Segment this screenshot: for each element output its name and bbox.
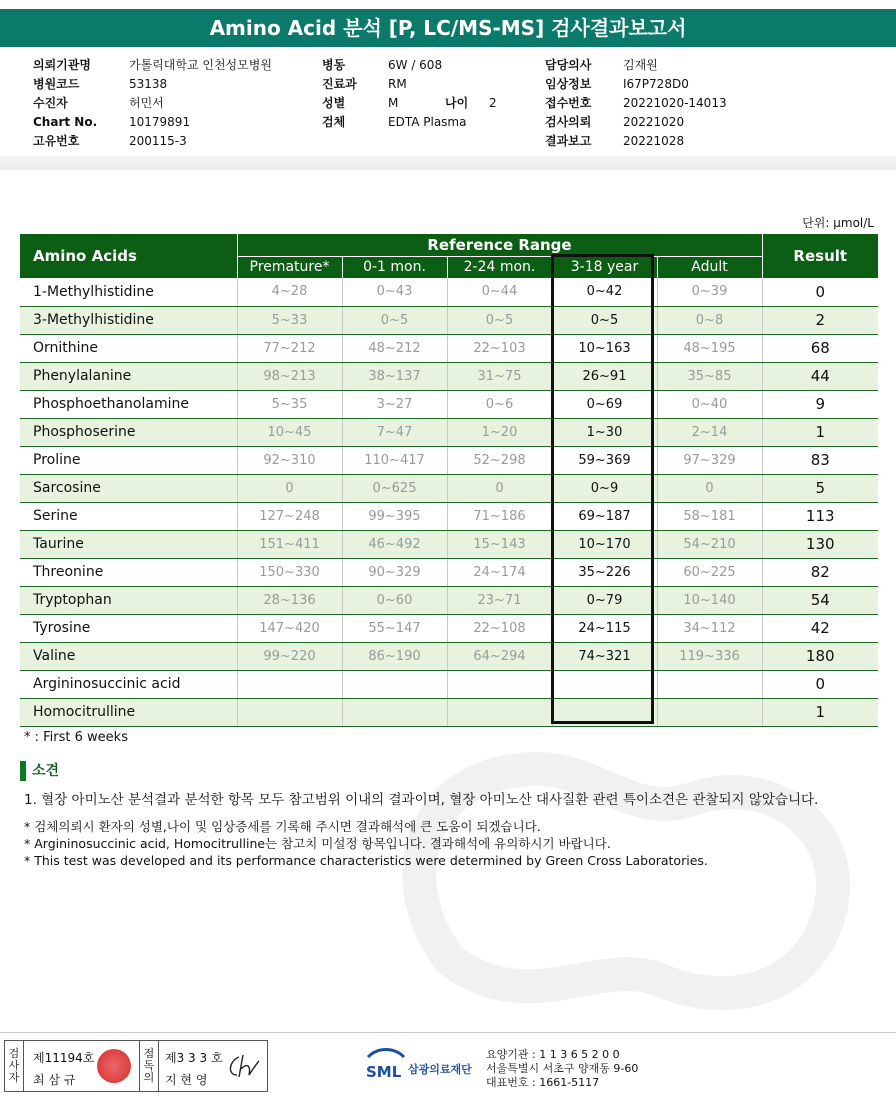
info-key: Chart No. [33,115,98,129]
info-value: 200115-3 [129,134,187,148]
table-row [20,698,878,726]
info-column-2 [322,56,497,132]
table-row [20,306,878,334]
reference-range-cell: 150~330 [237,558,342,586]
table-row [20,278,878,306]
reference-range-cell: 77~212 [237,334,342,362]
info-key: 고유번호 [33,134,80,148]
table-row [20,418,878,446]
reference-range-cell: 0~625 [342,474,447,502]
result-value: 0 [762,278,878,306]
result-value: 68 [762,334,878,362]
reference-range-cell: 10~163 [552,334,657,362]
reference-range-cell: 97~329 [657,446,762,474]
reference-range-cell [552,698,657,726]
reference-range-cell: 5~35 [237,390,342,418]
info-value: M [388,96,399,110]
amino-acid-name: Phenylalanine [20,362,237,390]
result-value: 1 [762,418,878,446]
info-column-1 [33,56,272,151]
org-phone: 대표번호 : 1661-5117 [486,1076,600,1089]
info-row [322,56,497,75]
result-value: 0 [762,670,878,698]
header-separator [0,156,896,170]
info-row [545,56,727,75]
notes [24,818,708,869]
header-reference-range: Reference Range [237,234,762,256]
amino-acid-name: Taurine [20,530,237,558]
reference-range-cell: 10~140 [657,586,762,614]
info-row [545,75,727,94]
table-body [20,278,878,726]
reference-range-cell: 119~336 [657,642,762,670]
reviewer-label-text: 점독의 [143,1047,155,1084]
org-code: 요양기관 : 1 1 3 6 5 2 0 0 [486,1048,620,1061]
info-value: 20221020-14013 [623,96,727,110]
amino-acid-name: Tyrosine [20,614,237,642]
table-row [20,502,878,530]
reference-range-cell: 110~417 [342,446,447,474]
tester-label-text: 검사자 [8,1047,20,1084]
reference-range-cell: 10~170 [552,530,657,558]
info-key: 병원코드 [33,77,80,91]
info-value: 20221028 [623,134,685,148]
note-line: * Argininosuccinic acid, Homocitrulline는 참고치 미설정 항목입니다. 결과해석에 유의하시기 바랍니다. [24,836,611,851]
reference-range-cell: 92~310 [237,446,342,474]
header-premature: Premature* [237,256,342,278]
reference-range-cell: 4~28 [237,278,342,306]
info-key: 검체 [322,115,346,129]
seal-stamp-icon [97,1049,131,1083]
reference-range-cell: 0~5 [447,306,552,334]
reference-range-cell: 22~103 [447,334,552,362]
section-marker [20,761,26,781]
info-row [545,132,727,151]
info-key: 담당의사 [545,58,592,72]
report-title: Amino Acid 분석 [P, LC/MS-MS] 검사결과보고서 [0,9,896,47]
amino-acid-name: Ornithine [20,334,237,362]
info-value: I67P728D0 [623,77,689,91]
info-value: 6W / 608 [388,58,443,72]
amino-acid-name: Sarcosine [20,474,237,502]
table-row [20,474,878,502]
handwritten-signature-icon [225,1051,261,1081]
amino-acid-name: Tryptophan [20,586,237,614]
info-value: 김재원 [623,58,658,72]
reference-range-cell: 23~71 [447,586,552,614]
amino-acid-name: 1-Methylhistidine [20,278,237,306]
info-row [545,94,727,113]
reference-range-cell: 0~44 [447,278,552,306]
org-name: 삼광의료재단 [408,1063,472,1076]
info-value: RM [388,77,407,91]
info-value: 가톨릭대학교 인천성모병원 [129,58,272,72]
result-value: 5 [762,474,878,502]
amino-acid-name: Homocitrulline [20,698,237,726]
footnote: * : First 6 weeks [24,730,128,745]
info-row [322,75,497,94]
amino-acid-name: 3-Methylhistidine [20,306,237,334]
reference-range-cell: 0~8 [657,306,762,334]
table-row [20,558,878,586]
reference-range-cell: 151~411 [237,530,342,558]
reference-range-cell: 0~42 [552,278,657,306]
reference-range-cell: 54~210 [657,530,762,558]
amino-acid-name: Proline [20,446,237,474]
table-row [20,334,878,362]
table-row [20,390,878,418]
note-line: * This test was developed and its performance characteristics were determined by Green Cross Laboratories. [24,853,708,868]
reference-range-cell: 48~212 [342,334,447,362]
reference-range-cell: 0~5 [552,306,657,334]
reference-range-cell: 35~85 [657,362,762,390]
reference-range-cell: 5~33 [237,306,342,334]
reference-range-cell: 34~112 [657,614,762,642]
age-value: 2 [489,96,497,110]
signature-box [4,1040,268,1092]
info-key: 진료과 [322,77,357,91]
info-row [33,94,272,113]
info-value: 20221020 [623,115,685,129]
amino-acid-table [20,234,878,727]
reference-range-cell: 127~248 [237,502,342,530]
reference-range-cell [447,698,552,726]
result-value: 82 [762,558,878,586]
result-value: 42 [762,614,878,642]
reference-range-cell: 0~5 [342,306,447,334]
reference-range-cell [342,698,447,726]
reference-range-cell: 0 [237,474,342,502]
reference-range-cell: 3~27 [342,390,447,418]
amino-acid-name: Argininosuccinic acid [20,670,237,698]
info-row [33,56,272,75]
reference-range-cell: 0~60 [342,586,447,614]
amino-acid-name: Valine [20,642,237,670]
reference-range-cell: 64~294 [447,642,552,670]
header-0-1-mon: 0-1 mon. [342,256,447,278]
reference-range-cell: 46~492 [342,530,447,558]
reference-range-cell [447,670,552,698]
table-row [20,670,878,698]
info-key: 접수번호 [545,96,592,110]
info-value: 허민서 [129,96,164,110]
reference-range-cell: 1~20 [447,418,552,446]
info-row [322,94,497,113]
reference-range-cell: 0~40 [657,390,762,418]
tester-license: 제11194호 [33,1051,95,1065]
reference-range-cell: 0~9 [552,474,657,502]
result-value: 113 [762,502,878,530]
reference-range-cell: 98~213 [237,362,342,390]
reference-range-cell: 2~14 [657,418,762,446]
info-key: 결과보고 [545,134,592,148]
reference-range-cell: 28~136 [237,586,342,614]
reference-range-cell: 86~190 [342,642,447,670]
result-value: 83 [762,446,878,474]
reference-range-cell: 90~329 [342,558,447,586]
reference-range-cell: 10~45 [237,418,342,446]
amino-acid-name: Phosphoserine [20,418,237,446]
reference-range-cell: 26~91 [552,362,657,390]
reference-range-cell: 0~39 [657,278,762,306]
info-key: 검사의뢰 [545,115,592,129]
result-value: 1 [762,698,878,726]
info-row [33,75,272,94]
reviewer-name: 지 현 영 [165,1073,208,1087]
tester-label [5,1041,24,1091]
header-result: Result [762,234,878,278]
amino-acid-name: Serine [20,502,237,530]
reference-range-cell: 35~226 [552,558,657,586]
result-value: 44 [762,362,878,390]
org-address-block [486,1048,638,1090]
reference-range-cell: 22~108 [447,614,552,642]
reference-range-cell: 0~6 [447,390,552,418]
result-value: 130 [762,530,878,558]
reference-range-cell [342,670,447,698]
reference-range-cell: 58~181 [657,502,762,530]
reference-range-cell [552,670,657,698]
logo-text: SML [366,1063,402,1081]
result-value: 54 [762,586,878,614]
unit-label: 단위: µmol/L [802,216,874,230]
footer-divider [0,1032,896,1033]
reference-range-cell: 24~115 [552,614,657,642]
section-title-text: 소견 [32,763,60,779]
reference-range-cell: 147~420 [237,614,342,642]
reference-range-cell [657,670,762,698]
reference-range-cell: 74~321 [552,642,657,670]
info-column-3 [545,56,727,151]
section-findings-title [20,761,59,781]
table-row [20,614,878,642]
reference-range-cell: 15~143 [447,530,552,558]
reference-range-cell: 59~369 [552,446,657,474]
reviewer-license: 제3 3 3 호 [165,1051,223,1065]
reference-range-cell: 24~174 [447,558,552,586]
reference-range-cell: 99~395 [342,502,447,530]
reference-range-cell: 60~225 [657,558,762,586]
header-amino-acids: Amino Acids [20,234,237,278]
reference-range-cell: 71~186 [447,502,552,530]
table-row [20,446,878,474]
finding-text: 1. 혈장 아미노산 분석결과 분석한 항목 모두 참고범위 이내의 결과이며, 혈장 아미노산 대사질환 관련 특이소견은 관찰되지 않았습니다. [24,792,819,808]
reference-range-cell: 0 [447,474,552,502]
info-value: 53138 [129,77,168,91]
reference-range-cell: 0~69 [552,390,657,418]
reference-range-cell: 99~220 [237,642,342,670]
reference-range-cell: 48~195 [657,334,762,362]
sml-logo-icon [364,1047,408,1081]
amino-acid-name: Threonine [20,558,237,586]
reference-range-cell: 38~137 [342,362,447,390]
info-key: 임상정보 [545,77,592,91]
result-value: 2 [762,306,878,334]
tester-name: 최 삼 규 [33,1073,76,1087]
org-address: 서울특별시 서초구 양재동 9-60 [486,1062,639,1075]
table-row [20,586,878,614]
info-row [33,132,272,151]
reference-range-cell: 1~30 [552,418,657,446]
info-key: 성별 [322,96,346,110]
reference-range-cell: 0~79 [552,586,657,614]
reference-range-cell [237,670,342,698]
info-row [545,113,727,132]
info-value: 10179891 [129,115,191,129]
table-row [20,642,878,670]
note-line: * 검체의뢰시 환자의 성별,나이 및 임상증세를 기록해 주시면 결과해석에 큰 도움이 되겠습니다. [24,819,541,834]
reference-range-cell: 55~147 [342,614,447,642]
info-key: 병동 [322,58,346,72]
reference-range-cell: 31~75 [447,362,552,390]
header-2-24-mon: 2-24 mon. [447,256,552,278]
result-value: 9 [762,390,878,418]
result-value: 180 [762,642,878,670]
age-label: 나이 [445,96,469,110]
amino-acid-name: Phosphoethanolamine [20,390,237,418]
header-3-18-year: 3-18 year [552,256,657,278]
info-key: 수진자 [33,96,68,110]
info-value: EDTA Plasma [388,115,467,129]
reference-range-cell: 0 [657,474,762,502]
reviewer-label [139,1041,159,1091]
reference-range-cell: 52~298 [447,446,552,474]
info-row [33,113,272,132]
reference-range-cell: 7~47 [342,418,447,446]
reference-range-cell [657,698,762,726]
table-row [20,530,878,558]
reference-range-cell: 69~187 [552,502,657,530]
reference-range-cell [237,698,342,726]
table-row [20,362,878,390]
reference-range-cell: 0~43 [342,278,447,306]
info-key: 의뢰기관명 [33,58,91,72]
info-row [322,113,497,132]
header-adult: Adult [657,256,762,278]
